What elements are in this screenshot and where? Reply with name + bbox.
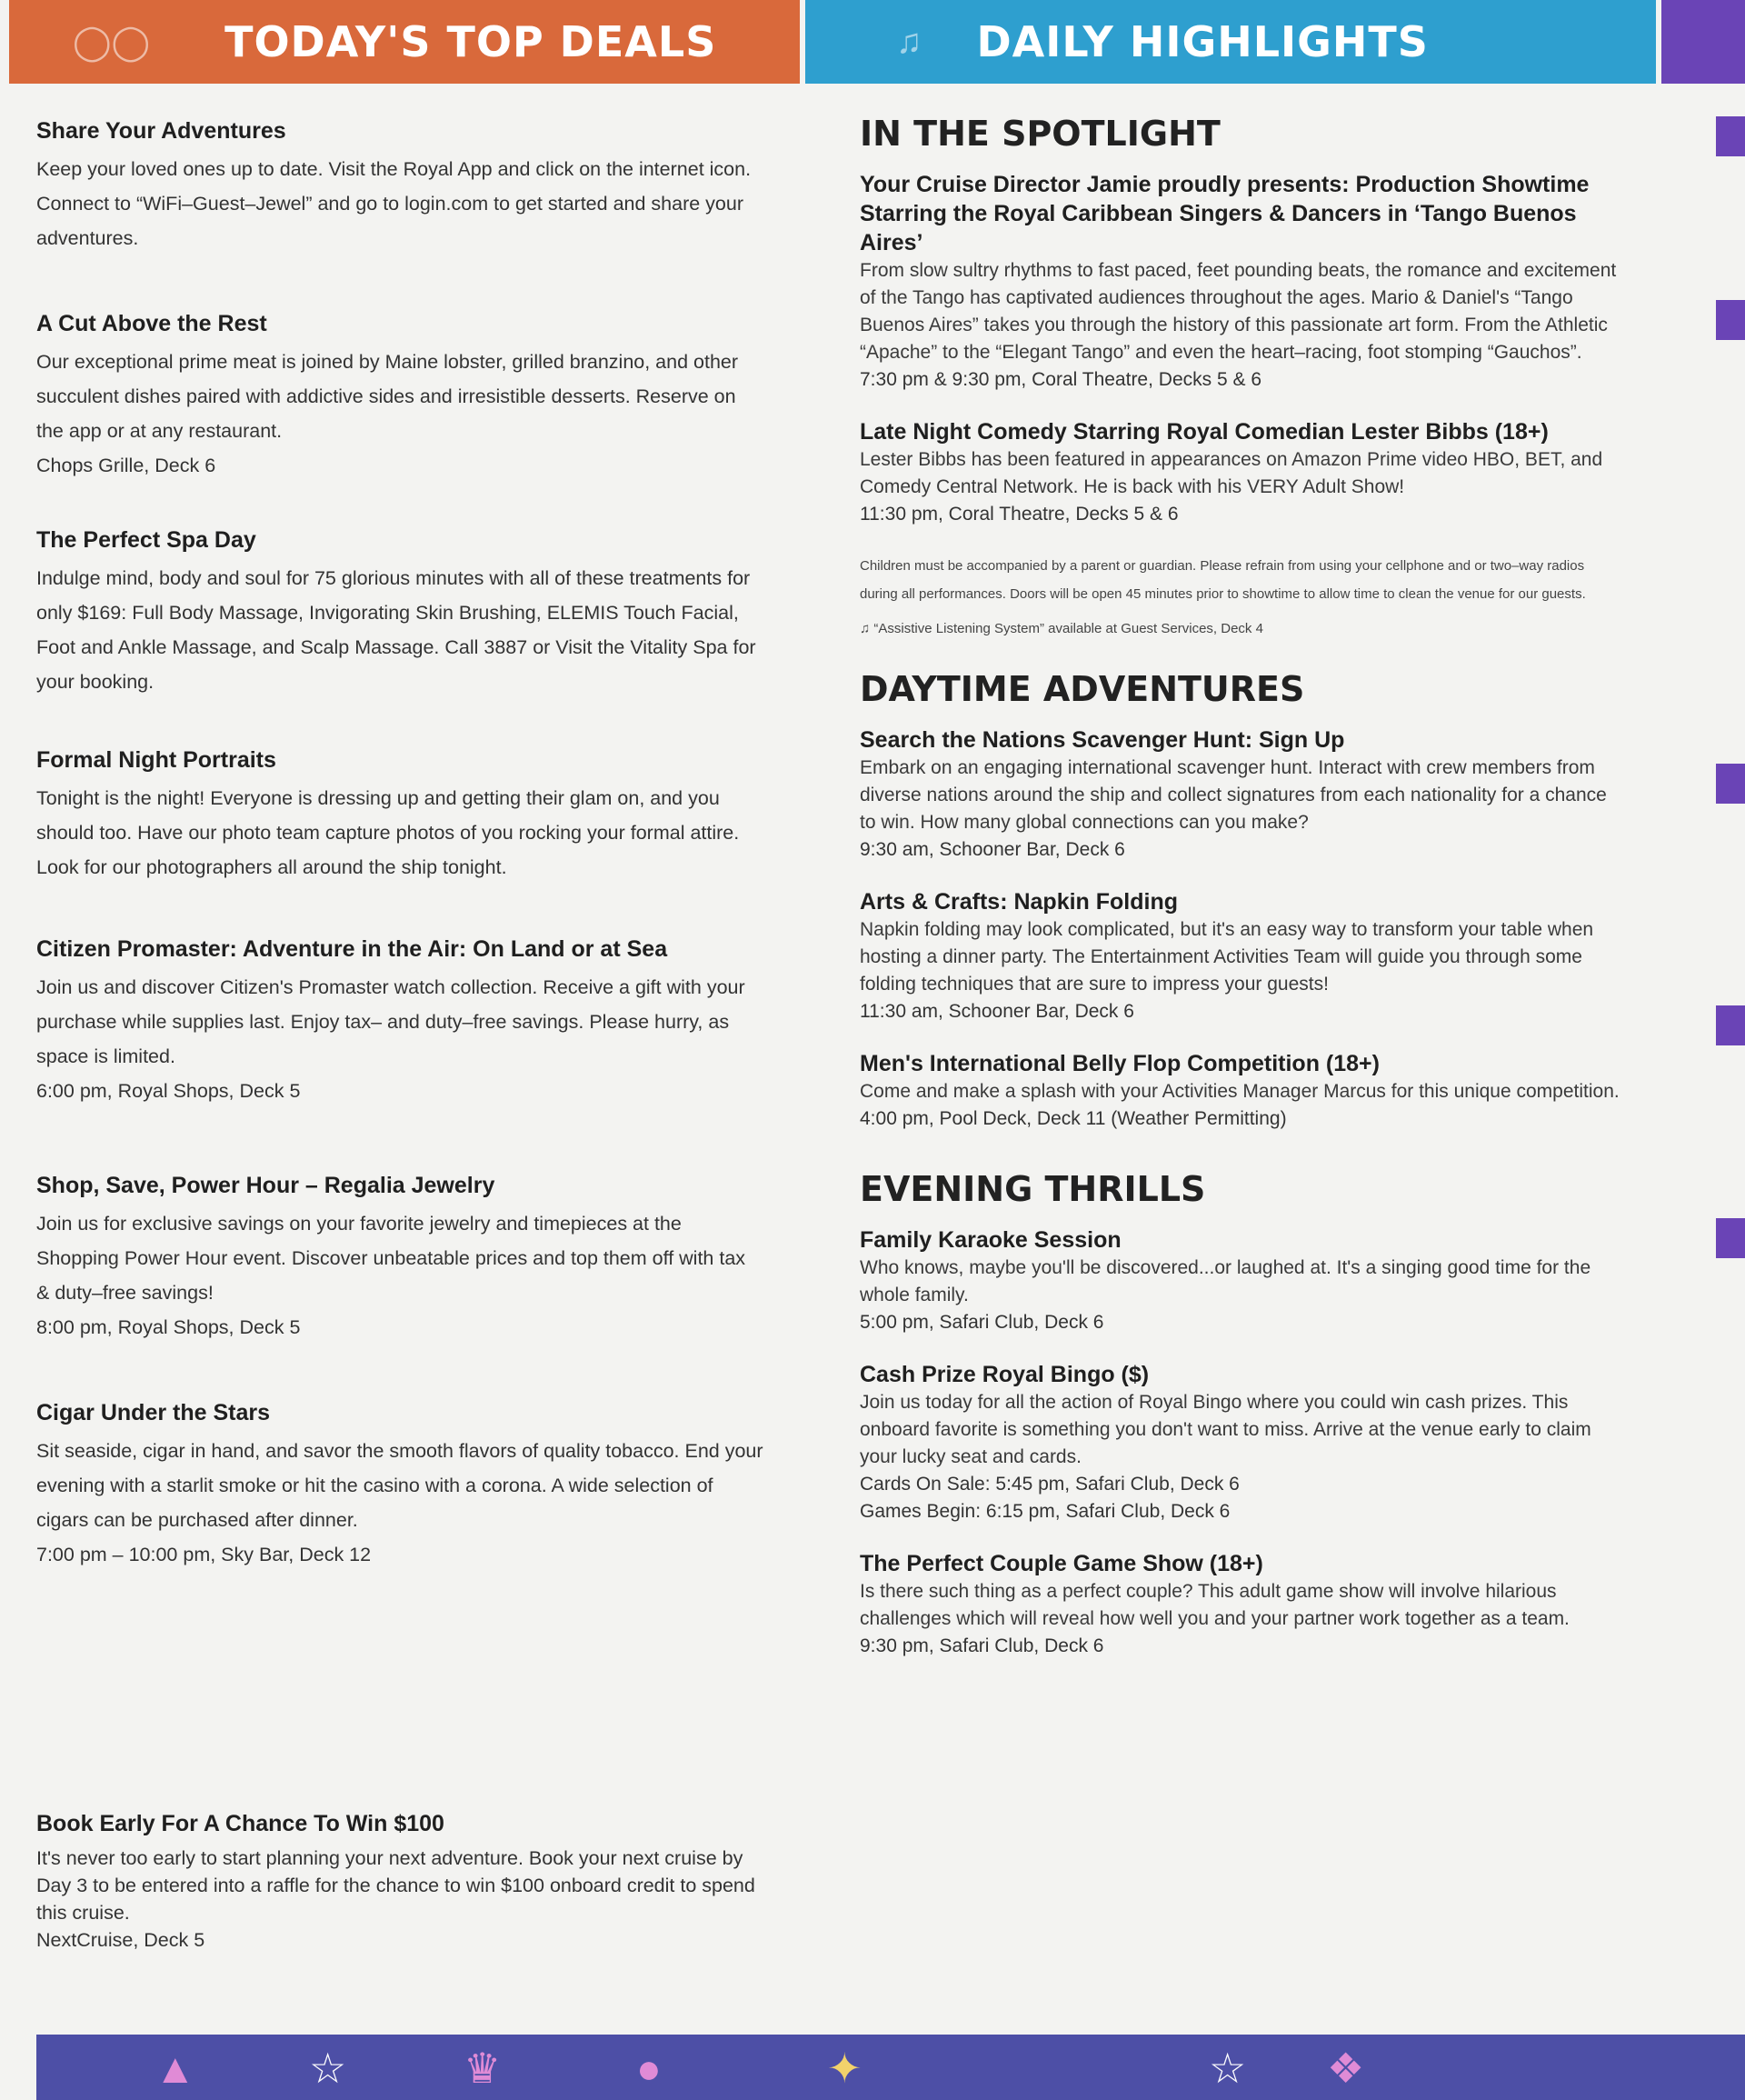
event-time: 7:30 pm & 9:30 pm, Coral Theatre, Decks 5 & 6	[860, 369, 1261, 390]
event-title: Men's International Belly Flop Competition (18+)	[860, 1051, 1380, 1076]
deal-time: 7:00 pm – 10:00 pm, Sky Bar, Deck 12	[36, 1544, 372, 1565]
event-title: Search the Nations Scavenger Hunt: Sign Up	[860, 727, 1345, 753]
deal-body: Sit seaside, cigar in hand, and savor the smooth flavors of quality tobacco. End your evening with a starlit smoke or hit the casino with a corona. A wide selection of cigars can be purchased after dinner.	[36, 1440, 763, 1531]
hearing-icon: ♫	[860, 621, 871, 636]
deal-title: Citizen Promaster: Adventure in the Air: On Land or at Sea	[36, 936, 668, 962]
deal-title: Formal Night Portraits	[36, 747, 276, 773]
event-body: Come and make a splash with your Activities Manager Marcus for this unique competition.	[860, 1081, 1620, 1102]
event-title: Your Cruise Director Jamie proudly presents: Production Showtime Starring the Royal Caribbean Singers & Dancers in ‘Tango Buenos Aires’	[860, 172, 1590, 255]
deal-body: Keep your loved ones up to date. Visit the Royal App and click on the internet icon. Connect to “WiFi–Guest–Jewel” and go to login.com to get started and share your adventures.	[36, 158, 752, 249]
event-time: Cards On Sale: 5:45 pm, Safari Club, Deck 6	[860, 1474, 1240, 1495]
event-item	[860, 1049, 1623, 1133]
event-time: 9:30 am, Schooner Bar, Deck 6	[860, 839, 1125, 860]
event-time: 9:30 pm, Safari Club, Deck 6	[860, 1635, 1104, 1656]
deal-title: Share Your Adventures	[36, 118, 286, 144]
deal-body: Join us for exclusive savings on your favorite jewelry and timepieces at the Shopping Power Hour event. Discover unbeatable prices and top them off with tax & duty–free savings!	[36, 1213, 746, 1304]
cupcake-icon: ●	[636, 2045, 662, 2092]
deal-title: A Cut Above the Rest	[36, 311, 267, 336]
event-title: Late Night Comedy Starring Royal Comedian Lester Bibbs (18+)	[860, 419, 1549, 445]
daytime-heading: DAYTIME ADVENTURES	[860, 669, 1305, 709]
star-icon: ☆	[309, 2045, 347, 2092]
noisemaker-icon: ❖	[1327, 2045, 1365, 2092]
spotlight-heading: IN THE SPOTLIGHT	[860, 114, 1221, 154]
event-item	[860, 1549, 1623, 1660]
deal-body: Our exceptional prime meat is joined by Maine lobster, grilled branzino, and other succulent dishes paired with addictive sides and irresistible desserts. Reserve on the app or at any restaurant.	[36, 351, 739, 442]
top-deals-title: TODAY'S TOP DEALS	[224, 17, 717, 66]
event-title: Arts & Crafts: Napkin Folding	[860, 889, 1179, 915]
deal-time: 8:00 pm, Royal Shops, Deck 5	[36, 1316, 301, 1338]
event-title: Cash Prize Royal Bingo ($)	[860, 1362, 1150, 1387]
deal-title: Cigar Under the Stars	[36, 1400, 271, 1425]
deal-title: Book Early For A Chance To Win $100	[36, 1811, 444, 1836]
top-deals-banner	[9, 0, 800, 84]
deal-location: NextCruise, Deck 5	[36, 1929, 205, 1951]
daily-highlights-banner	[805, 0, 1656, 84]
deal-body: Indulge mind, body and soul for 75 glorious minutes with all of these treatments for only $169: Full Body Massage, Invigorating Skin Brushing, ELEMIS Touch Facial, Foot and Ankle Massage, and Scalp Massage. Call 3887 or Visit the Vitality Spa for your booking.	[36, 567, 756, 693]
performance-note: Children must be accompanied by a parent or guardian. Please refrain from using your cellphone and or two–way radios during all performances. Doors will be open 45 minutes prior to showtime to allow time to clean the venue for our guests.	[860, 558, 1586, 602]
deal-item	[36, 1811, 763, 1954]
event-time: Games Begin: 6:15 pm, Safari Club, Deck 6	[860, 1501, 1231, 1522]
event-item	[860, 1225, 1623, 1336]
assistive-listening-note	[860, 621, 1623, 636]
event-item	[860, 887, 1623, 1025]
deal-item	[36, 936, 763, 1108]
deal-location: Chops Grille, Deck 6	[36, 455, 216, 476]
deal-body: Tonight is the night! Everyone is dressing up and getting their glam on, and you should too. Have our photo team capture photos of you rocking your formal attire. Look for our photographers all around the ship tonight.	[36, 787, 740, 878]
event-body: Embark on an engaging international scavenger hunt. Interact with crew members from diverse nations around the ship and collect signatures from each nationality for a chance to win. How many global connections can you make?	[860, 757, 1607, 833]
confetti-icon: ✦	[827, 2045, 863, 2092]
deal-item	[36, 747, 763, 885]
event-body: Who knows, maybe you'll be discovered...or laughed at. It's a singing good time for the whole family.	[860, 1257, 1591, 1305]
crown-icon: ♛	[464, 2045, 502, 2092]
glasses-icon: ◯◯	[73, 23, 151, 62]
event-time: 11:30 pm, Coral Theatre, Decks 5 & 6	[860, 504, 1179, 525]
event-body: Lester Bibbs has been featured in appearances on Amazon Prime video HBO, BET, and Comedy Central Network. He is back with his VERY Adult Show!	[860, 449, 1603, 497]
footer-decoration	[36, 2035, 1745, 2100]
deal-item	[36, 527, 763, 699]
deal-item	[36, 1173, 763, 1345]
event-time: 5:00 pm, Safari Club, Deck 6	[860, 1312, 1104, 1333]
side-section-marker	[1716, 764, 1745, 804]
event-title: Family Karaoke Session	[860, 1227, 1122, 1253]
deal-title: The Perfect Spa Day	[36, 527, 256, 553]
star-icon: ☆	[1209, 2045, 1247, 2092]
side-section-marker	[1716, 300, 1745, 340]
event-body: Is there such thing as a perfect couple? This adult game show will involve hilarious challenges which will reveal how well you and your partner work together as a team.	[860, 1581, 1570, 1629]
event-time: 11:30 am, Schooner Bar, Deck 6	[860, 1001, 1134, 1022]
side-section-marker	[1716, 1005, 1745, 1045]
deal-body: Join us and discover Citizen's Promaster watch collection. Receive a gift with your purchase while supplies last. Enjoy tax– and duty–free savings. Please hurry, as space is limited.	[36, 976, 745, 1067]
deal-item	[36, 1400, 763, 1572]
event-body: Napkin folding may look complicated, but it's an easy way to transform your table when hosting a dinner party. The Entertainment Activities Team will guide you through some folding techniques that are sure to impress your guests!	[860, 919, 1594, 995]
evening-heading: EVENING THRILLS	[860, 1169, 1206, 1209]
event-item	[860, 725, 1623, 864]
assistive-listening-text: “Assistive Listening System” available at Guest Services, Deck 4	[873, 621, 1263, 636]
daily-highlights-column	[860, 114, 1623, 1684]
deal-time: 6:00 pm, Royal Shops, Deck 5	[36, 1080, 301, 1102]
event-item	[860, 417, 1623, 528]
side-section-marker	[1716, 1218, 1745, 1258]
deal-title: Shop, Save, Power Hour – Regalia Jewelry	[36, 1173, 495, 1198]
event-title: The Perfect Couple Game Show (18+)	[860, 1551, 1263, 1576]
event-body: Join us today for all the action of Royal Bingo where you could win cash prizes. This onboard favorite is something you don't want to miss. Arrive at the venue early to claim your lucky seat and cards.	[860, 1392, 1591, 1467]
party-hat-icon: ▲	[155, 2045, 196, 2092]
daily-highlights-title: DAILY HIGHLIGHTS	[976, 17, 1429, 66]
deal-item	[36, 118, 763, 255]
event-item	[860, 170, 1623, 394]
event-body: From slow sultry rhythms to fast paced, feet pounding beats, the romance and excitement of the Tango has captivated audiences throughout the ages. Mario & Daniel's “Tango Buenos Aires” takes you through the history of this passionate art form. From the Athletic “Apache” to the “Elegant Tango” and even the heart–racing, foot stomping “Gauchos”.	[860, 260, 1617, 363]
deal-body: It's never too early to start planning your next adventure. Book your next cruise by Day 3 to be entered into a raffle for the chance to win $100 onboard credit to spend this cruise.	[36, 1847, 755, 1924]
event-time: 4:00 pm, Pool Deck, Deck 11 (Weather Permitting)	[860, 1108, 1287, 1129]
guitar-icon: ♫	[896, 22, 922, 61]
event-item	[860, 1360, 1623, 1525]
side-banner	[1661, 0, 1745, 84]
side-section-marker	[1716, 116, 1745, 156]
deal-item	[36, 311, 763, 483]
